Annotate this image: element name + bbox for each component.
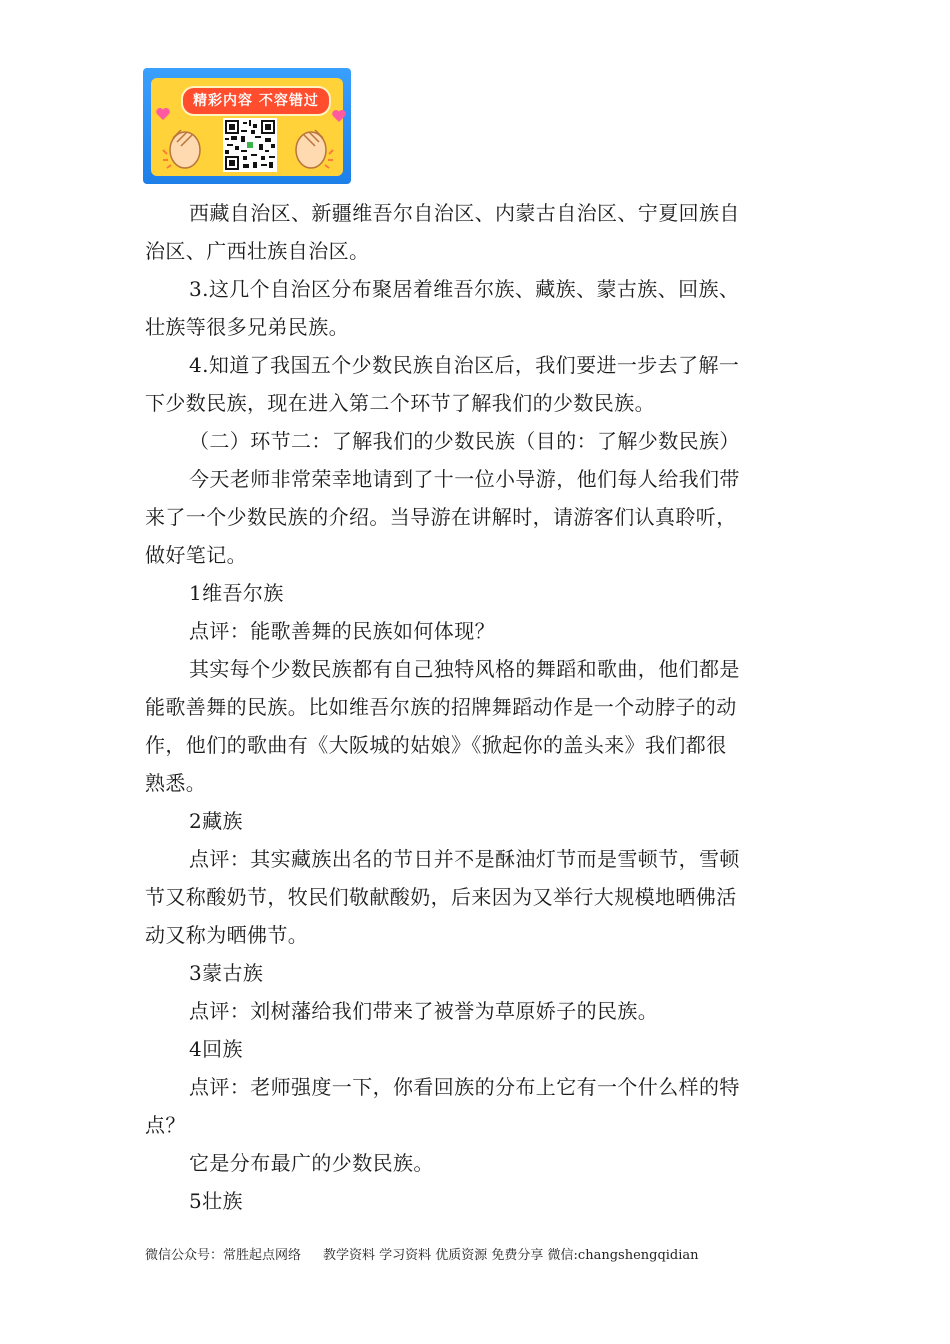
paragraph-line: 点？	[145, 1113, 186, 1137]
heart-icon	[155, 106, 171, 122]
paragraph-line: 3.这几个自治区分布聚居着维吾尔族、藏族、蒙古族、回族、	[189, 277, 740, 301]
paragraph-line: 点评：刘树藩给我们带来了被誉为草原娇子的民族。	[189, 999, 659, 1023]
qr-code[interactable]	[223, 118, 277, 172]
paragraph-line: 今天老师非常荣幸地请到了十一位小导游，他们每人给我们带	[189, 467, 740, 491]
paragraph-line: 治区、广西壮族自治区。	[145, 239, 370, 263]
list-item-heading: 2藏族	[189, 809, 243, 833]
paragraph-line: 4.知道了我国五个少数民族自治区后，我们要进一步去了解一	[189, 353, 740, 377]
list-item-heading: 5壮族	[189, 1189, 243, 1213]
paragraph-line: 其实每个少数民族都有自己独特风格的舞蹈和歌曲，他们都是	[189, 657, 740, 681]
paragraph-line: 它是分布最广的少数民族。	[189, 1151, 434, 1175]
paragraph-line: 能歌善舞的民族。比如维吾尔族的招牌舞蹈动作是一个动脖子的动	[145, 695, 737, 719]
banner-title: 精彩内容 不容错过	[181, 86, 331, 116]
paragraph-line: 点评：老师强度一下，你看回族的分布上它有一个什么样的特	[189, 1075, 740, 1099]
list-item-heading: 4回族	[189, 1037, 243, 1061]
footer-account: 微信公众号：常胜起点网络	[145, 1248, 302, 1263]
paragraph-line: 动又称为晒佛节。	[145, 923, 309, 947]
banner-panel	[151, 78, 343, 176]
section-heading: （二）环节二：了解我们的少数民族（目的：了解少数民族）	[189, 429, 740, 453]
clapping-hands-icon	[161, 124, 205, 170]
paragraph-line: 下少数民族，现在进入第二个环节了解我们的少数民族。	[145, 391, 655, 415]
paragraph-line: 壮族等很多兄弟民族。	[145, 315, 349, 339]
paragraph-line: 西藏自治区、新疆维吾尔自治区、内蒙古自治区、宁夏回族自	[189, 201, 740, 225]
heart-icon	[331, 108, 347, 124]
qr-code-icon	[225, 120, 275, 170]
paragraph-line: 作，他们的歌曲有《大阪城的姑娘》《掀起你的盖头来》我们都很	[145, 733, 727, 757]
paragraph-line: 点评：其实藏族出名的节日并不是酥油灯节而是雪顿节，雪顿	[189, 847, 740, 871]
paragraph-line: 做好笔记。	[145, 543, 247, 567]
promo-banner[interactable]	[143, 68, 351, 184]
paragraph-line: 熟悉。	[145, 771, 207, 795]
paragraph-line: 来了一个少数民族的介绍。当导游在讲解时，请游客们认真聆听，	[145, 505, 737, 529]
paragraph-line: 节又称酸奶节，牧民们敬献酸奶，后来因为又举行大规模地晒佛活	[145, 885, 737, 909]
page-footer	[145, 1246, 699, 1266]
paragraph-line: 点评：能歌善舞的民族如何体现？	[189, 619, 495, 643]
clapping-hands-icon	[291, 124, 335, 170]
footer-tags: 教学资料 学习资料 优质资源 免费分享 微信:changshengqidian	[323, 1248, 699, 1263]
list-item-heading: 3蒙古族	[189, 961, 264, 985]
list-item-heading: 1维吾尔族	[189, 581, 284, 605]
